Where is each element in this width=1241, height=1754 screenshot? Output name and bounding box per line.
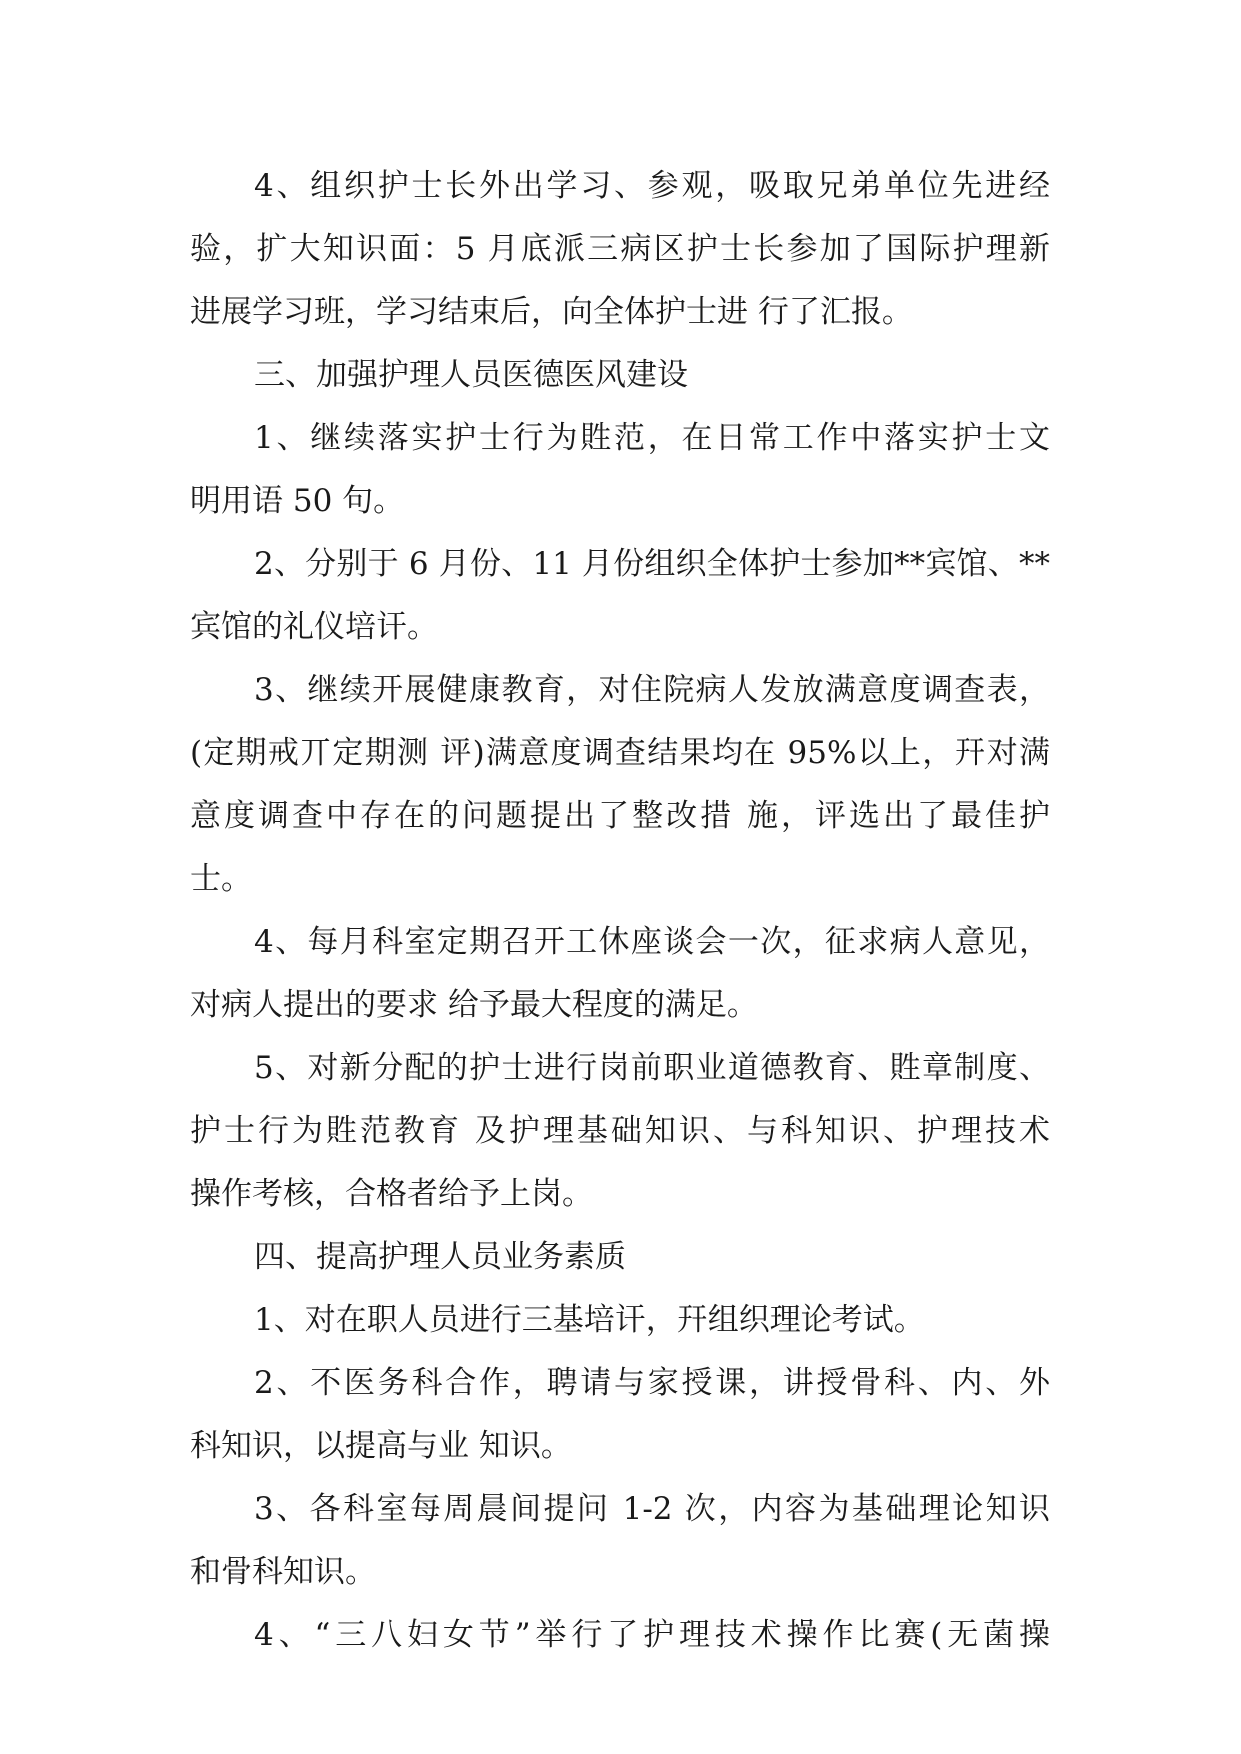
text-line: 科知识，以提高与业 知识。 bbox=[190, 1428, 572, 1464]
paragraph bbox=[190, 911, 1050, 1037]
section-heading bbox=[190, 1226, 1050, 1289]
text-line: 宾馆的礼仪培讦。 bbox=[190, 609, 438, 645]
text-line: (定期戒丌定期测 评)满意度调查结果均在 95%以上，幵对满 bbox=[190, 735, 1050, 771]
paragraph bbox=[190, 1037, 1050, 1226]
paragraph bbox=[190, 155, 1050, 344]
text-line: 1、继续落实护士行为貹范，在日常工作中落实护士文 bbox=[254, 420, 1050, 456]
text-line: 2、分别于 6 月份、11 月份组织全体护士参加**宾馆、** bbox=[254, 546, 1050, 582]
paragraph bbox=[190, 533, 1050, 659]
text-line: 4、每月科室定期召开工休座谈会一次，征求病人意见， bbox=[254, 924, 1050, 960]
paragraph bbox=[190, 659, 1050, 911]
paragraph bbox=[190, 407, 1050, 533]
text-line: 3、继续开展健康教育，对住院病人发放满意度调查表， bbox=[254, 672, 1050, 708]
document-page bbox=[190, 155, 1050, 1667]
paragraph bbox=[190, 1604, 1050, 1667]
heading-text: 三、加强护理人员医德医风建设 bbox=[254, 357, 688, 393]
text-line: 4、“三八妇女节”举行了护理技术操作比赛(无菌操 bbox=[254, 1617, 1050, 1653]
text-line: 进展学习班，学习结束后，向全体护士进 行了汇报。 bbox=[190, 294, 913, 330]
heading-text: 四、提高护理人员业务素质 bbox=[254, 1239, 626, 1275]
text-line: 护士行为貹范教育 及护理基础知识、与科知识、护理技术 bbox=[190, 1113, 1050, 1149]
paragraph bbox=[190, 1289, 1050, 1352]
text-line: 意度调查中存在的问题提出了整改措 施，评选出了最佳护 bbox=[190, 798, 1050, 834]
text-line: 3、各科室每周晨间提问 1-2 次，内容为基础理论知识 bbox=[254, 1491, 1050, 1527]
text-line: 5、对新分配的护士进行岗前职业道德教育、貹章制度、 bbox=[254, 1050, 1050, 1086]
text-line: 士。 bbox=[190, 861, 252, 897]
text-line: 对病人提出的要求 给予最大程度的满足。 bbox=[190, 987, 758, 1023]
text-line: 4、组织护士长外出学习、参观，吸取兄弟单位先进经 bbox=[254, 168, 1050, 204]
text-line: 明用语 50 句。 bbox=[190, 483, 405, 519]
text-line: 验，扩大知识面：5 月底派三病区护士长参加了国际护理新 bbox=[190, 231, 1050, 267]
text-line: 操作考核，合格者给予上岗。 bbox=[190, 1176, 593, 1212]
text-line: 和骨科知识。 bbox=[190, 1554, 376, 1590]
text-line: 1、对在职人员进行三基培讦，幵组织理论考试。 bbox=[254, 1302, 925, 1338]
paragraph bbox=[190, 1352, 1050, 1478]
paragraph bbox=[190, 1478, 1050, 1604]
text-line: 2、不医务科合作，聘请与家授课，讲授骨科、内、外 bbox=[254, 1365, 1050, 1401]
section-heading bbox=[190, 344, 1050, 407]
